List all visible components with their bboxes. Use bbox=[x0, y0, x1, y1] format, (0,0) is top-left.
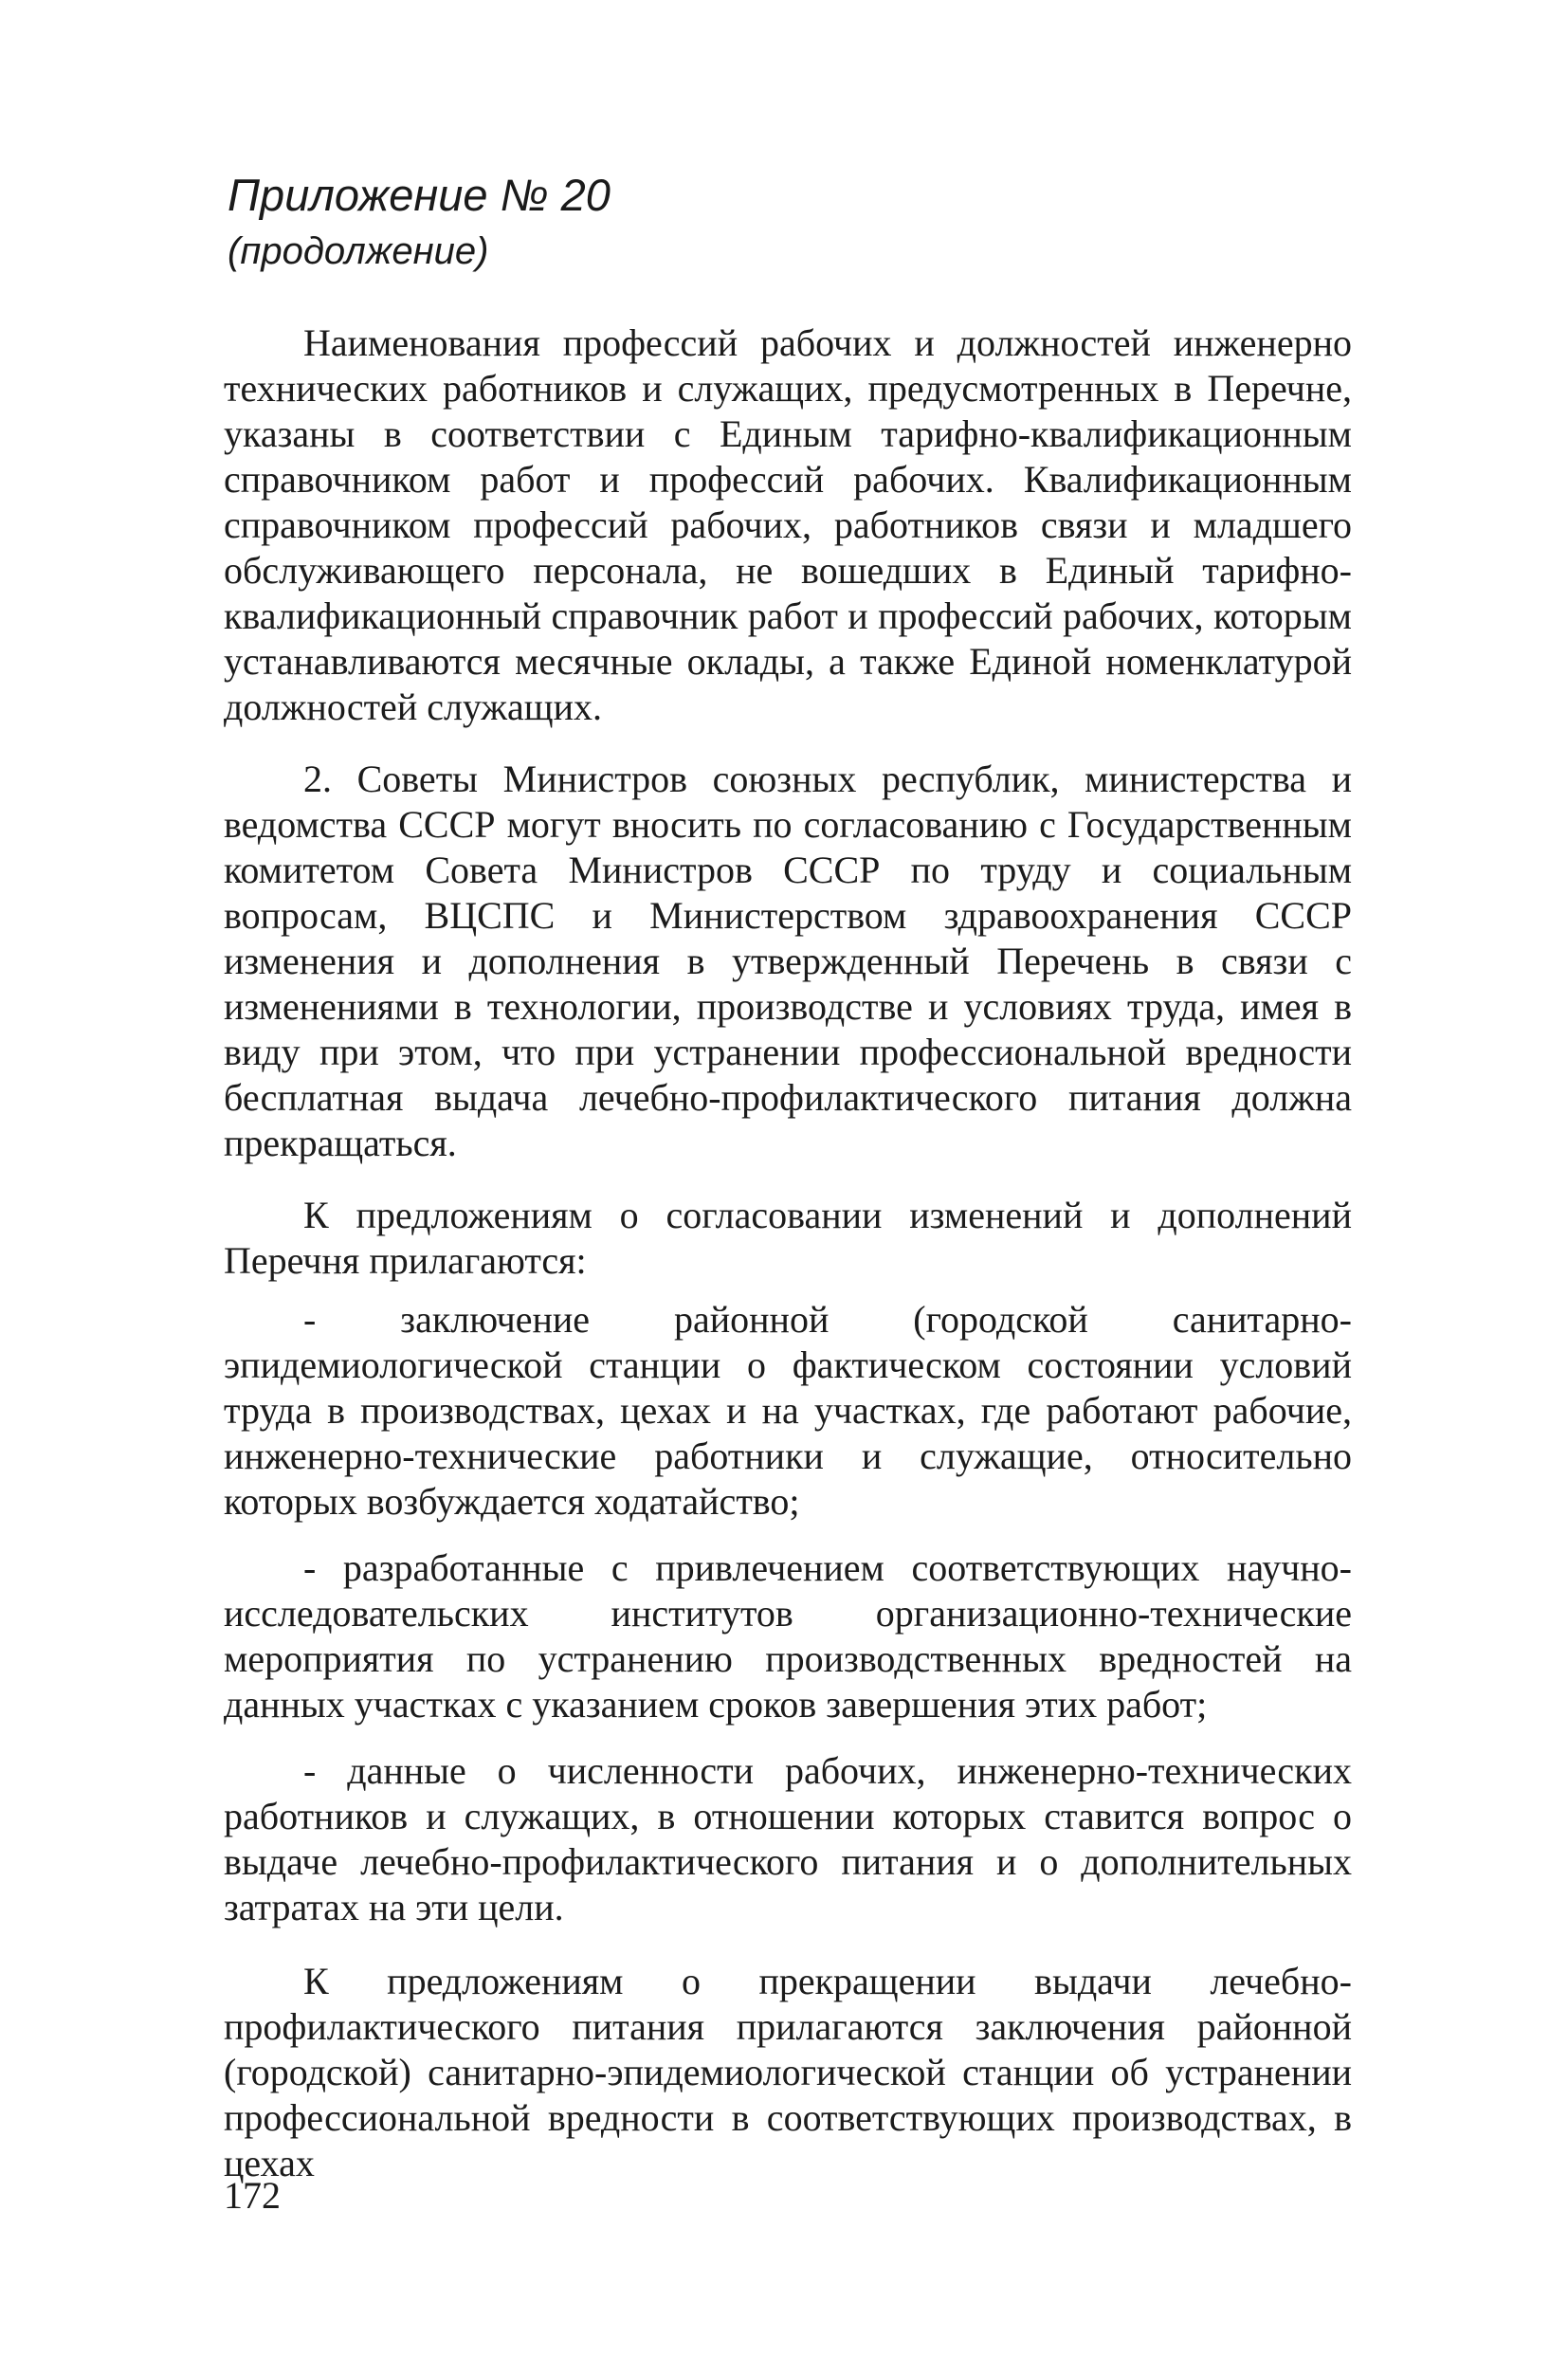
appendix-subtitle: (продолжение) bbox=[228, 230, 489, 272]
list-item-measures: - разработанные с привлечением соответствующих научно-исследовательских институтов организационно-технические мероприятия по устранению производственных вредностей на данных участках с указанием сроков завершения этих работ; bbox=[224, 1546, 1352, 1726]
appendix-header bbox=[228, 169, 891, 277]
body-text bbox=[224, 320, 1352, 2186]
list-item-conclusion: - заключение районной (городской санитарно-эпидемиологической станции о фактическом состоянии условий труда в производствах, цехах и на участках, где работают рабочие, инженерно-технические работники и служащие, относительно которых возбуждается ходатайство; bbox=[224, 1298, 1352, 1523]
page-number: 172 bbox=[224, 2174, 281, 2217]
paragraph-1: Наименования профессий рабочих и должностей инженерно технических работников и служащих, предусмотренных в Перечне, указаны в соответствии с Единым тарифно-квалификационным справочником работ и профессий рабочих. Квалификационным справочником профессий рабочих, работников связи и младшего обслуживающего персонала, не вошедших в Единый тарифно-квалификационный справочник работ и профессий рабочих, которым устанавливаются месячные оклады, а также Единой номенклатурой должностей служащих. bbox=[224, 321, 1352, 728]
paragraph-7: К предложениям о прекращении выдачи лечебно-профилактического питания прилагаются заключения районной (городской) санитарно-эпидемиологической станции об устранении профессиональной вредности в соответствующих производствах, в цехах bbox=[224, 1960, 1352, 2184]
appendix-title: Приложение № 20 bbox=[228, 170, 611, 220]
paragraph-2: 2. Советы Министров союзных республик, министерства и ведомства СССР могут вносить по согласованию с Государственным комитетом Совета Министров СССР по труду и социальным вопросам, ВЦСПС и Министерством здравоохранения СССР изменения и дополнения в утвержденный Перечень в связи с изменениями в технологии, производстве и условиях труда, имея в виду при этом, что при устранении профессиональной вредности бесплатная выдача лечебно-профилактического питания должна прекращаться. bbox=[224, 758, 1352, 1164]
list-item-data: - данные о численности рабочих, инженерно-технических работников и служащих, в отношении которых ставится вопрос о выдаче лечебно-профилактического питания и о дополнительных затратах на эти цели. bbox=[224, 1749, 1352, 1928]
paragraph-3: К предложениям о согласовании изменений и дополнений Перечня прилагаются: bbox=[224, 1194, 1352, 1282]
